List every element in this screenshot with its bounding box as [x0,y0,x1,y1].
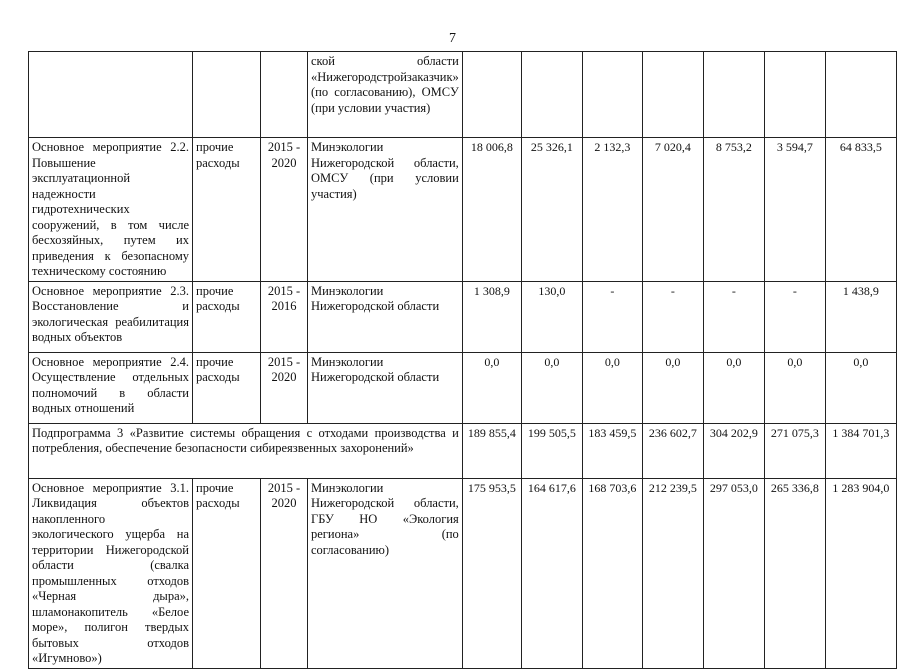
total-cell: 64 833,5 [825,138,896,282]
value-cell: 0,0 [521,352,582,423]
value-cell: - [703,281,764,352]
funding-source-cell [193,52,261,138]
value-cell: 130,0 [521,281,582,352]
years-cell: 2015 - 2020 [261,478,308,668]
years-cell: 2015 - 2020 [261,138,308,282]
measure-name-cell: Основное мероприятие 2.2. Повышение эксплуатационной надежности гидротехнических сооружений, в том числе бесхозяйных, путем их приведения к безопасному техническому состоянию [29,138,193,282]
value-cell: 7 020,4 [642,138,703,282]
value-cell: 0,0 [582,352,642,423]
value-cell: 189 855,4 [462,423,521,478]
table-row-continuation [29,52,897,138]
executor-cell: Минэкологии Нижегородской области [308,352,463,423]
table-row-measure-2-2 [29,138,897,282]
value-cell: 8 753,2 [703,138,764,282]
years-cell: 2015 - 2016 [261,281,308,352]
value-cell: 0,0 [703,352,764,423]
measure-name-cell: Основное мероприятие 2.4. Осуществление отдельных полномочий в области водных отношений [29,352,193,423]
value-cell: - [582,281,642,352]
value-cell: 0,0 [764,352,825,423]
table-row-measure-2-4 [29,352,897,423]
table-row-measure-2-3 [29,281,897,352]
value-cell: 175 953,5 [462,478,521,668]
executor-cell: Минэкологии Нижегородской области, ОМСУ (при условии участия) [308,138,463,282]
funding-source-cell: прочие расходы [193,478,261,668]
years-cell: 2015 - 2020 [261,352,308,423]
value-cell: 25 326,1 [521,138,582,282]
value-cell: 164 617,6 [521,478,582,668]
value-cell [703,52,764,138]
measure-name-cell: Основное мероприятие 2.3. Восстановление и экологическая реабилитация водных объектов [29,281,193,352]
executor-cell: ской области «Нижегородстройзаказчик» (по согласованию), ОМСУ (при условии участия) [308,52,463,138]
budget-table [28,51,897,669]
value-cell: - [642,281,703,352]
value-cell: 304 202,9 [703,423,764,478]
years-cell [261,52,308,138]
value-cell: 0,0 [642,352,703,423]
executor-cell: Минэкологии Нижегородской области [308,281,463,352]
value-cell: 265 336,8 [764,478,825,668]
value-cell: 1 308,9 [462,281,521,352]
value-cell [521,52,582,138]
value-cell: 168 703,6 [582,478,642,668]
total-cell: 1 438,9 [825,281,896,352]
total-cell: 1 384 701,3 [825,423,896,478]
value-cell: 18 006,8 [462,138,521,282]
value-cell: - [764,281,825,352]
value-cell: 183 459,5 [582,423,642,478]
value-cell: 297 053,0 [703,478,764,668]
total-cell: 0,0 [825,352,896,423]
measure-name-cell: Основное мероприятие 3.1. Ликвидация объектов накопленного экологического ущерба на территории Нижегородской области (свалка промышленных отходов «Черная дыра», шламонакопитель «Белое море», полигон твердых бытовых отходов «Игумново») [29,478,193,668]
executor-cell: Минэкологии Нижегородской области, ГБУ НО «Экология региона» (по согласованию) [308,478,463,668]
total-cell: 1 283 904,0 [825,478,896,668]
value-cell [825,52,896,138]
value-cell [462,52,521,138]
table-row-subprogram-3 [29,423,897,478]
value-cell: 2 132,3 [582,138,642,282]
value-cell [642,52,703,138]
value-cell: 3 594,7 [764,138,825,282]
value-cell [764,52,825,138]
value-cell: 236 602,7 [642,423,703,478]
value-cell: 212 239,5 [642,478,703,668]
funding-source-cell: прочие расходы [193,352,261,423]
measure-name-cell [29,52,193,138]
page-number: 7 [449,31,456,46]
funding-source-cell: прочие расходы [193,138,261,282]
value-cell: 0,0 [462,352,521,423]
value-cell: 199 505,5 [521,423,582,478]
funding-source-cell: прочие расходы [193,281,261,352]
subprogram-title-cell: Подпрограмма 3 «Развитие системы обращения с отходами производства и потребления, обеспечение безопасности сибиреязвенных захоронений» [29,423,463,478]
value-cell [582,52,642,138]
value-cell: 271 075,3 [764,423,825,478]
